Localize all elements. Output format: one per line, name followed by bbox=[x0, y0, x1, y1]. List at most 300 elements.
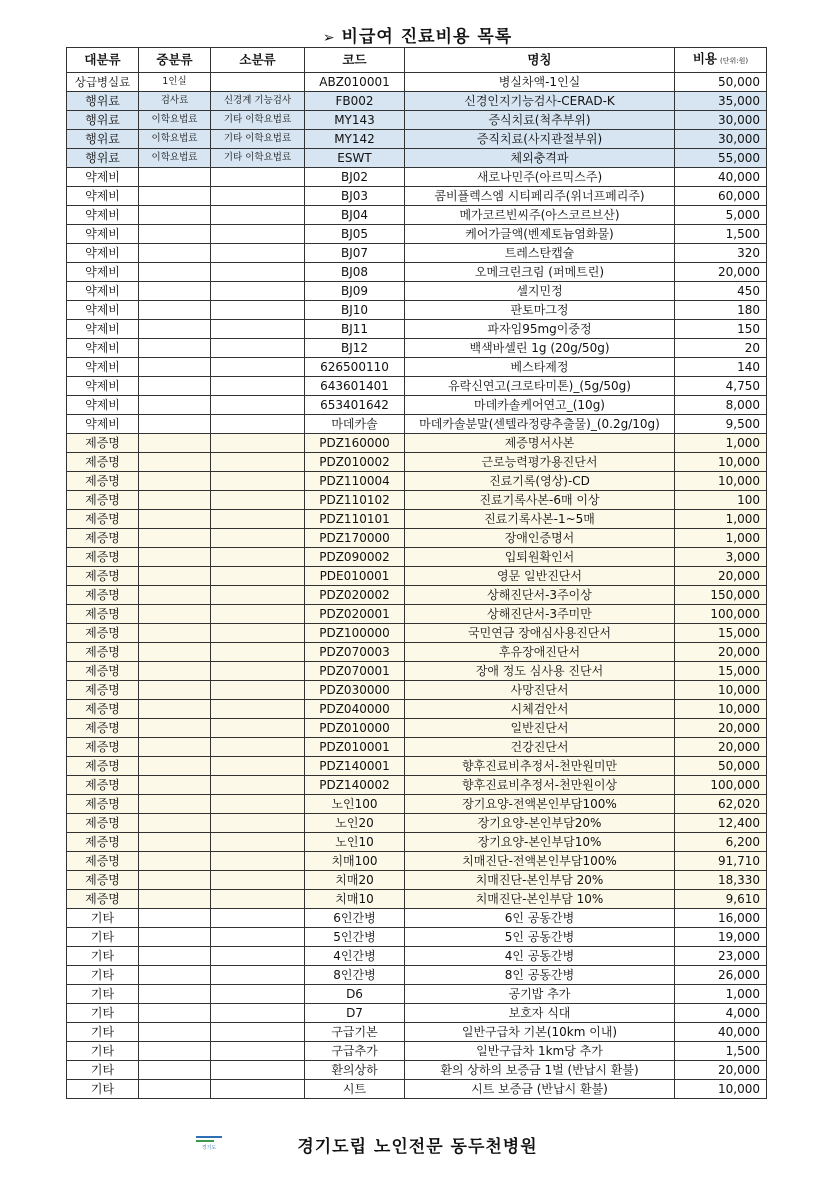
table-row bbox=[67, 225, 767, 244]
table-row bbox=[67, 472, 767, 491]
cell-cost: 4,000 bbox=[675, 1004, 767, 1023]
cell-minor bbox=[211, 225, 305, 244]
cell-code: 환의상하 bbox=[305, 1061, 405, 1080]
cell-code: PDZ020002 bbox=[305, 586, 405, 605]
table-row bbox=[67, 73, 767, 92]
cell-code: BJ08 bbox=[305, 263, 405, 282]
cell-cost: 30,000 bbox=[675, 111, 767, 130]
cell-minor bbox=[211, 472, 305, 491]
cell-code: ABZ010001 bbox=[305, 73, 405, 92]
cell-minor bbox=[211, 586, 305, 605]
cell-minor bbox=[211, 795, 305, 814]
cell-minor bbox=[211, 681, 305, 700]
cell-minor bbox=[211, 852, 305, 871]
cell-code: 노인10 bbox=[305, 833, 405, 852]
cell-name: 진료기록(영상)-CD bbox=[405, 472, 675, 491]
cell-cost: 91,710 bbox=[675, 852, 767, 871]
cell-cost: 1,000 bbox=[675, 434, 767, 453]
header-name: 명칭 bbox=[405, 48, 675, 73]
table-row bbox=[67, 871, 767, 890]
table-row bbox=[67, 529, 767, 548]
cell-cost: 1,000 bbox=[675, 529, 767, 548]
cell-code: 구급추가 bbox=[305, 1042, 405, 1061]
cell-minor: 기타 이학요법료 bbox=[211, 149, 305, 168]
cell-major: 제증명 bbox=[67, 434, 139, 453]
cell-code: BJ12 bbox=[305, 339, 405, 358]
header-minor: 소분류 bbox=[211, 48, 305, 73]
cell-cost: 55,000 bbox=[675, 149, 767, 168]
cell-minor bbox=[211, 73, 305, 92]
cell-name: 오메크린크림 (퍼메트린) bbox=[405, 263, 675, 282]
cell-middle bbox=[139, 1004, 211, 1023]
cell-code: 구급기본 bbox=[305, 1023, 405, 1042]
cell-code: 시트 bbox=[305, 1080, 405, 1099]
cell-code: D7 bbox=[305, 1004, 405, 1023]
cell-cost: 23,000 bbox=[675, 947, 767, 966]
cell-major: 약제비 bbox=[67, 339, 139, 358]
cell-minor bbox=[211, 396, 305, 415]
arrow-icon: ➢ bbox=[322, 30, 336, 46]
cell-code: 노인100 bbox=[305, 795, 405, 814]
cell-name: 일반구급차 기본(10km 이내) bbox=[405, 1023, 675, 1042]
cell-major: 제증명 bbox=[67, 453, 139, 472]
cell-major: 약제비 bbox=[67, 377, 139, 396]
cell-name: 환의 상하의 보증금 1벌 (반납시 환불) bbox=[405, 1061, 675, 1080]
cell-middle bbox=[139, 662, 211, 681]
cell-major: 제증명 bbox=[67, 624, 139, 643]
cell-cost: 9,500 bbox=[675, 415, 767, 434]
cell-cost: 1,500 bbox=[675, 225, 767, 244]
table-row bbox=[67, 1004, 767, 1023]
cell-name: 영문 일반진단서 bbox=[405, 567, 675, 586]
cell-code: ESWT bbox=[305, 149, 405, 168]
cell-major: 제증명 bbox=[67, 586, 139, 605]
cell-minor bbox=[211, 263, 305, 282]
cell-code: 653401642 bbox=[305, 396, 405, 415]
cell-minor bbox=[211, 415, 305, 434]
table-row bbox=[67, 567, 767, 586]
cell-name: 케어가글액(벤제토늄염화물) bbox=[405, 225, 675, 244]
table-row bbox=[67, 852, 767, 871]
gyeonggi-logo-icon bbox=[196, 1136, 222, 1152]
cell-major: 기타 bbox=[67, 966, 139, 985]
table-row bbox=[67, 130, 767, 149]
cell-cost: 15,000 bbox=[675, 624, 767, 643]
cell-major: 행위료 bbox=[67, 92, 139, 111]
cell-cost: 1,000 bbox=[675, 985, 767, 1004]
cell-cost: 20,000 bbox=[675, 738, 767, 757]
table-row bbox=[67, 662, 767, 681]
table-row bbox=[67, 358, 767, 377]
cell-major: 행위료 bbox=[67, 149, 139, 168]
cell-minor bbox=[211, 1004, 305, 1023]
cell-code: 626500110 bbox=[305, 358, 405, 377]
cell-major: 기타 bbox=[67, 909, 139, 928]
cell-major: 제증명 bbox=[67, 795, 139, 814]
cell-cost: 62,020 bbox=[675, 795, 767, 814]
cell-code: 노인20 bbox=[305, 814, 405, 833]
cell-name: 장애 정도 심사용 진단서 bbox=[405, 662, 675, 681]
cell-major: 기타 bbox=[67, 928, 139, 947]
cell-name: 후유장애진단서 bbox=[405, 643, 675, 662]
cell-code: 8인간병 bbox=[305, 966, 405, 985]
cell-code: BJ02 bbox=[305, 168, 405, 187]
cell-middle bbox=[139, 871, 211, 890]
cell-name: 장기요양-전액본인부담100% bbox=[405, 795, 675, 814]
cell-major: 제증명 bbox=[67, 510, 139, 529]
header-cost-unit: (단위:원) bbox=[720, 57, 749, 65]
cell-code: PDZ140001 bbox=[305, 757, 405, 776]
cell-minor bbox=[211, 453, 305, 472]
table-body bbox=[67, 73, 767, 1099]
cell-cost: 5,000 bbox=[675, 206, 767, 225]
cell-minor bbox=[211, 339, 305, 358]
cell-middle: 1인실 bbox=[139, 73, 211, 92]
cell-name: 셀지민정 bbox=[405, 282, 675, 301]
cell-middle bbox=[139, 548, 211, 567]
cell-major: 행위료 bbox=[67, 111, 139, 130]
cell-cost: 9,610 bbox=[675, 890, 767, 909]
table-header-row bbox=[67, 48, 767, 73]
cell-cost: 100,000 bbox=[675, 605, 767, 624]
cell-code: MY142 bbox=[305, 130, 405, 149]
table-row bbox=[67, 339, 767, 358]
table-row bbox=[67, 1080, 767, 1099]
header-major: 대분류 bbox=[67, 48, 139, 73]
table-row bbox=[67, 776, 767, 795]
cell-major: 제증명 bbox=[67, 662, 139, 681]
table-row bbox=[67, 206, 767, 225]
cell-cost: 10,000 bbox=[675, 1080, 767, 1099]
table-row bbox=[67, 548, 767, 567]
cell-cost: 18,330 bbox=[675, 871, 767, 890]
cell-minor bbox=[211, 320, 305, 339]
table-row bbox=[67, 814, 767, 833]
cell-cost: 450 bbox=[675, 282, 767, 301]
table-row bbox=[67, 301, 767, 320]
cell-name: 유락신연고(크로타미톤)_(5g/50g) bbox=[405, 377, 675, 396]
cell-middle: 검사료 bbox=[139, 92, 211, 111]
cell-name: 치매진단-본인부담 20% bbox=[405, 871, 675, 890]
table-row bbox=[67, 909, 767, 928]
page-title bbox=[0, 22, 835, 47]
table-row bbox=[67, 491, 767, 510]
cell-minor bbox=[211, 301, 305, 320]
cell-name: 증식치료(척추부위) bbox=[405, 111, 675, 130]
cell-code: PDZ110101 bbox=[305, 510, 405, 529]
cell-name: 향후진료비추정서-천만원미만 bbox=[405, 757, 675, 776]
cell-minor bbox=[211, 833, 305, 852]
cell-code: FB002 bbox=[305, 92, 405, 111]
table-row bbox=[67, 985, 767, 1004]
cell-middle bbox=[139, 187, 211, 206]
cell-minor bbox=[211, 700, 305, 719]
cell-cost: 50,000 bbox=[675, 73, 767, 92]
cell-middle bbox=[139, 320, 211, 339]
cell-middle bbox=[139, 225, 211, 244]
table-row bbox=[67, 624, 767, 643]
cell-major: 제증명 bbox=[67, 776, 139, 795]
cell-name: 장애인증명서 bbox=[405, 529, 675, 548]
cell-major: 기타 bbox=[67, 1042, 139, 1061]
cell-major: 기타 bbox=[67, 1023, 139, 1042]
cell-code: 마데카솔 bbox=[305, 415, 405, 434]
cell-major: 제증명 bbox=[67, 738, 139, 757]
cell-code: 치매10 bbox=[305, 890, 405, 909]
cell-minor bbox=[211, 548, 305, 567]
cell-minor bbox=[211, 928, 305, 947]
cell-middle bbox=[139, 605, 211, 624]
cell-code: PDE010001 bbox=[305, 567, 405, 586]
cell-cost: 8,000 bbox=[675, 396, 767, 415]
cell-minor bbox=[211, 491, 305, 510]
table-row bbox=[67, 434, 767, 453]
table-row bbox=[67, 92, 767, 111]
cell-minor bbox=[211, 909, 305, 928]
cell-middle: 이학요법료 bbox=[139, 130, 211, 149]
cell-code: BJ11 bbox=[305, 320, 405, 339]
table-row bbox=[67, 586, 767, 605]
cell-name: 장기요양-본인부담20% bbox=[405, 814, 675, 833]
cell-minor bbox=[211, 567, 305, 586]
cell-name: 트레스탄캡슐 bbox=[405, 244, 675, 263]
cell-cost: 20 bbox=[675, 339, 767, 358]
cell-code: PDZ010000 bbox=[305, 719, 405, 738]
cell-code: 5인간병 bbox=[305, 928, 405, 947]
cell-name: 향후진료비추정서-천만원이상 bbox=[405, 776, 675, 795]
cell-middle bbox=[139, 415, 211, 434]
cell-name: 치매진단-본인부담 10% bbox=[405, 890, 675, 909]
cell-middle bbox=[139, 776, 211, 795]
cell-cost: 60,000 bbox=[675, 187, 767, 206]
cell-major: 약제비 bbox=[67, 358, 139, 377]
table-row bbox=[67, 244, 767, 263]
cell-cost: 20,000 bbox=[675, 263, 767, 282]
cell-cost: 20,000 bbox=[675, 567, 767, 586]
cell-minor bbox=[211, 282, 305, 301]
cell-cost: 15,000 bbox=[675, 662, 767, 681]
table-row bbox=[67, 738, 767, 757]
cell-name: 콤비플렉스엠 시티페리주(위너프페리주) bbox=[405, 187, 675, 206]
cell-minor bbox=[211, 244, 305, 263]
table-row bbox=[67, 510, 767, 529]
cell-name: 체외충격파 bbox=[405, 149, 675, 168]
cell-middle bbox=[139, 681, 211, 700]
table-row bbox=[67, 320, 767, 339]
cell-name: 마데카솔분말(센텔라정량추출물)_(0.2g/10g) bbox=[405, 415, 675, 434]
cell-cost: 10,000 bbox=[675, 681, 767, 700]
cell-middle bbox=[139, 738, 211, 757]
cell-code: PDZ140002 bbox=[305, 776, 405, 795]
footer bbox=[0, 1132, 835, 1157]
cell-code: BJ03 bbox=[305, 187, 405, 206]
header-code: 코드 bbox=[305, 48, 405, 73]
cell-middle bbox=[139, 757, 211, 776]
cell-name: 진료기록사본-1~5매 bbox=[405, 510, 675, 529]
cell-code: PDZ110102 bbox=[305, 491, 405, 510]
cell-cost: 180 bbox=[675, 301, 767, 320]
cell-major: 약제비 bbox=[67, 396, 139, 415]
cell-middle bbox=[139, 434, 211, 453]
cell-minor bbox=[211, 1023, 305, 1042]
cell-name: 사망진단서 bbox=[405, 681, 675, 700]
cell-code: 643601401 bbox=[305, 377, 405, 396]
cell-name: 백색바셀린 1g (20g/50g) bbox=[405, 339, 675, 358]
cell-middle bbox=[139, 586, 211, 605]
table-row bbox=[67, 111, 767, 130]
table-row bbox=[67, 605, 767, 624]
table-row bbox=[67, 168, 767, 187]
page-title-text: 비급여 진료비용 목록 bbox=[341, 27, 513, 47]
hospital-name: 경기도립 노인전문 동두천병원 bbox=[297, 1137, 538, 1157]
cell-major: 약제비 bbox=[67, 187, 139, 206]
cell-middle bbox=[139, 985, 211, 1004]
cell-minor bbox=[211, 1080, 305, 1099]
cell-name: 일반진단서 bbox=[405, 719, 675, 738]
cell-name: 시체검안서 bbox=[405, 700, 675, 719]
header-cost bbox=[675, 48, 767, 73]
table-row bbox=[67, 377, 767, 396]
cell-major: 제증명 bbox=[67, 491, 139, 510]
cell-major: 약제비 bbox=[67, 244, 139, 263]
cell-major: 제증명 bbox=[67, 548, 139, 567]
cell-code: PDZ170000 bbox=[305, 529, 405, 548]
cell-middle bbox=[139, 510, 211, 529]
table-row bbox=[67, 795, 767, 814]
cell-major: 제증명 bbox=[67, 605, 139, 624]
cell-major: 제증명 bbox=[67, 472, 139, 491]
cell-name: 시트 보증금 (반납시 환불) bbox=[405, 1080, 675, 1099]
cell-name: 국민연금 장애심사용진단서 bbox=[405, 624, 675, 643]
cell-cost: 30,000 bbox=[675, 130, 767, 149]
cell-name: 치매진단-전액본인부담100% bbox=[405, 852, 675, 871]
cell-cost: 3,000 bbox=[675, 548, 767, 567]
cell-code: PDZ110004 bbox=[305, 472, 405, 491]
cell-code: PDZ010002 bbox=[305, 453, 405, 472]
cell-middle bbox=[139, 263, 211, 282]
cell-minor bbox=[211, 624, 305, 643]
table-row bbox=[67, 681, 767, 700]
cell-code: PDZ160000 bbox=[305, 434, 405, 453]
cell-minor: 기타 이학요법료 bbox=[211, 130, 305, 149]
cell-name: 메가코르빈씨주(아스코르브산) bbox=[405, 206, 675, 225]
cell-name: 입퇴원확인서 bbox=[405, 548, 675, 567]
cell-code: PDZ090002 bbox=[305, 548, 405, 567]
cell-minor: 신경계 기능검사 bbox=[211, 92, 305, 111]
cell-middle bbox=[139, 168, 211, 187]
cell-minor bbox=[211, 776, 305, 795]
cell-middle bbox=[139, 795, 211, 814]
cell-middle bbox=[139, 1042, 211, 1061]
cell-minor bbox=[211, 1061, 305, 1080]
cell-name: 8인 공동간병 bbox=[405, 966, 675, 985]
cell-major: 제증명 bbox=[67, 833, 139, 852]
cell-middle bbox=[139, 358, 211, 377]
cell-code: PDZ030000 bbox=[305, 681, 405, 700]
cell-name: 4인 공동간병 bbox=[405, 947, 675, 966]
cell-code: 치매100 bbox=[305, 852, 405, 871]
cell-cost: 4,750 bbox=[675, 377, 767, 396]
cell-code: BJ05 bbox=[305, 225, 405, 244]
cell-cost: 10,000 bbox=[675, 453, 767, 472]
table-row bbox=[67, 947, 767, 966]
cell-code: D6 bbox=[305, 985, 405, 1004]
cell-major: 기타 bbox=[67, 947, 139, 966]
cell-middle bbox=[139, 206, 211, 225]
cell-middle bbox=[139, 643, 211, 662]
table-row bbox=[67, 1061, 767, 1080]
cell-name: 상해진단서-3주이상 bbox=[405, 586, 675, 605]
cell-minor bbox=[211, 947, 305, 966]
cell-code: PDZ070003 bbox=[305, 643, 405, 662]
cell-minor bbox=[211, 719, 305, 738]
cell-major: 제증명 bbox=[67, 871, 139, 890]
cell-cost: 26,000 bbox=[675, 966, 767, 985]
cell-minor: 기타 이학요법료 bbox=[211, 111, 305, 130]
cell-minor bbox=[211, 434, 305, 453]
cell-middle bbox=[139, 1061, 211, 1080]
cell-cost: 10,000 bbox=[675, 700, 767, 719]
table-row bbox=[67, 396, 767, 415]
cell-major: 상급병실료 bbox=[67, 73, 139, 92]
cell-middle bbox=[139, 890, 211, 909]
cell-code: BJ07 bbox=[305, 244, 405, 263]
cell-code: PDZ010001 bbox=[305, 738, 405, 757]
cell-code: PDZ100000 bbox=[305, 624, 405, 643]
cell-major: 기타 bbox=[67, 985, 139, 1004]
cell-name: 5인 공동간병 bbox=[405, 928, 675, 947]
cell-middle: 이학요법료 bbox=[139, 111, 211, 130]
cell-middle bbox=[139, 282, 211, 301]
header-middle: 중분류 bbox=[139, 48, 211, 73]
table-row bbox=[67, 453, 767, 472]
cell-middle bbox=[139, 909, 211, 928]
logo-text: 경기도 bbox=[201, 1145, 217, 1151]
cell-name: 보호자 식대 bbox=[405, 1004, 675, 1023]
cell-cost: 20,000 bbox=[675, 719, 767, 738]
cell-major: 제증명 bbox=[67, 681, 139, 700]
cell-cost: 19,000 bbox=[675, 928, 767, 947]
cell-code: 4인간병 bbox=[305, 947, 405, 966]
cell-major: 제증명 bbox=[67, 567, 139, 586]
cell-name: 증직치료(사지관절부위) bbox=[405, 130, 675, 149]
cell-name: 상해진단서-3주미만 bbox=[405, 605, 675, 624]
cell-middle bbox=[139, 928, 211, 947]
table-row bbox=[67, 1042, 767, 1061]
cell-minor bbox=[211, 1042, 305, 1061]
cell-minor bbox=[211, 358, 305, 377]
cell-middle bbox=[139, 491, 211, 510]
cell-major: 약제비 bbox=[67, 263, 139, 282]
table-row bbox=[67, 966, 767, 985]
cost-table bbox=[66, 47, 767, 1099]
cell-minor bbox=[211, 187, 305, 206]
cell-middle bbox=[139, 529, 211, 548]
cell-cost: 12,400 bbox=[675, 814, 767, 833]
cell-major: 제증명 bbox=[67, 719, 139, 738]
cell-code: 6인간병 bbox=[305, 909, 405, 928]
cell-major: 기타 bbox=[67, 1080, 139, 1099]
cell-name: 건강진단서 bbox=[405, 738, 675, 757]
cell-cost: 10,000 bbox=[675, 472, 767, 491]
cell-major: 약제비 bbox=[67, 320, 139, 339]
cell-minor bbox=[211, 529, 305, 548]
cell-name: 새로나민주(아르믹스주) bbox=[405, 168, 675, 187]
cell-minor bbox=[211, 890, 305, 909]
cell-minor bbox=[211, 871, 305, 890]
cell-minor bbox=[211, 206, 305, 225]
cell-cost: 20,000 bbox=[675, 1061, 767, 1080]
